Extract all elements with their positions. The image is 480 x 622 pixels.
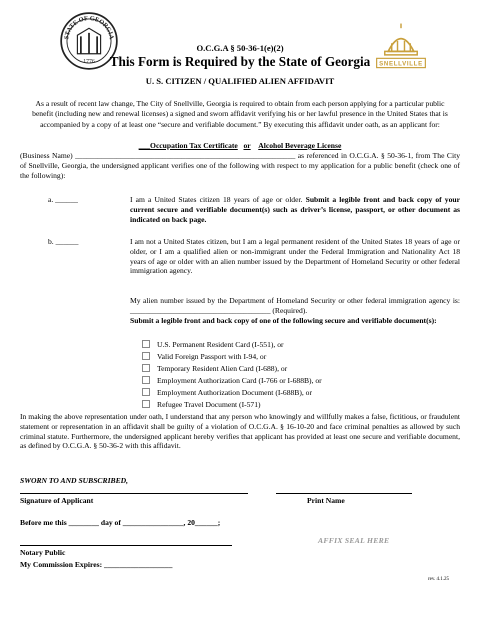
signature-label: Signature of Applicant (20, 496, 94, 505)
intro-paragraph: As a result of recent law change, The City of Snellville, Georgia is required to obtain from each person applying for a particular public benefit (including new and renewal licenses) a signed and sworn affidavit verifying his or her lawful presence in the United States that is accompanied by a copy of at least one “secure and verifiable document.” By executing this affidavit under oath, as an applicant for: (32, 99, 448, 129)
list-item[interactable]: Employment Authorization Card (I-766 or I-688B), or (142, 376, 322, 385)
print-name-label: Print Name (307, 496, 345, 505)
checkbox-icon[interactable] (142, 376, 150, 384)
list-item[interactable]: Employment Authorization Document (I-688B), or (142, 388, 322, 397)
occupation-tax-option[interactable]: Occupation Tax Certificate (150, 141, 238, 150)
or-text: or (243, 141, 251, 150)
option-a-statement: I am a United States citizen 18 years of age or older. (130, 195, 306, 204)
revision-label: rev. 4.1.25 (428, 577, 450, 582)
list-item[interactable]: U.S. Permanent Resident Card (I-551), or (142, 340, 322, 349)
notary-public-label: Notary Public (20, 548, 66, 557)
oath-paragraph: In making the above representation under oath, I understand that any person who knowingly and willfully makes a false, fictitious, or fraudulent statement or representation in an affidavit shall be guilty of a violation of O.C.G.A. § 16-10-20 and face criminal penalties as allowed by such criminal statute. Furthermore, the undersigned applicant hereby verifies that applicant has provided at least one secure and verifiable document, as defined by O.C.G.A. § 50-36-2 with this affidavit. (20, 412, 460, 451)
list-item[interactable]: Valid Foreign Passport with I-94, or (142, 352, 322, 361)
commission-expires-line[interactable]: My Commission Expires: __________________ (20, 560, 173, 569)
option-b-text: I am not a United States citizen, but I am a legal permanent resident of the United States 18 years of age or older, or I am a qualified alien or non-immigrant under the Federal Immigration and Nationality Act 18 years of age or older with an alien number issued by the Department of Homeland Security or other federal immigration agency. (130, 237, 460, 276)
option-b-instructions: Submit a legible front and back copy of one of the following secure and verifiable document(s): (130, 316, 437, 325)
alien-number-line[interactable]: My alien number issued by the Department of Homeland Security or other federal immigration agency is: _____________________________________ (Required). (130, 296, 460, 315)
checkbox-icon[interactable] (142, 352, 150, 360)
application-type-blank[interactable]: ___ (138, 141, 151, 150)
list-item[interactable]: Temporary Resident Alien Card (I-688), or (142, 364, 322, 373)
form-subtitle: U. S. CITIZEN / QUALIFIED ALIEN AFFIDAVIT (145, 76, 335, 86)
application-type-row (0, 141, 480, 150)
before-me-line[interactable]: Before me this ________ day of ________________, 20______; (20, 518, 221, 527)
svg-text:STATE OF GEORGIA: STATE OF GEORGIA (63, 15, 115, 40)
page-title: This Form is Required by the State of Georgia (109, 54, 371, 69)
option-a-text (130, 195, 460, 224)
option-a-instructions: Submit a legible front and back copy of your current secure and verifiable document(s) such as driver’s license, passport, or other document as indicated on back page. (130, 195, 460, 224)
statute-code: O.C.G.A § 50-36-1(e)(2) (196, 43, 284, 53)
checkbox-icon[interactable] (142, 340, 150, 348)
document-list (142, 340, 322, 412)
checkbox-icon[interactable] (142, 364, 150, 372)
affix-seal-label: AFFIX SEAL HERE (318, 536, 390, 545)
list-item[interactable]: Refugee Travel Document (I-571) (142, 400, 322, 409)
notary-signature-line[interactable] (20, 545, 232, 546)
sworn-heading: SWORN TO AND SUBSCRIBED, (20, 476, 129, 485)
svg-text:1776: 1776 (83, 59, 95, 66)
option-b-checkbox[interactable]: b. ______ (48, 237, 79, 246)
signature-line[interactable] (20, 493, 248, 494)
svg-text:SNELLVILLE: SNELLVILLE (379, 60, 423, 68)
print-name-line[interactable] (276, 493, 412, 494)
checkbox-icon[interactable] (142, 388, 150, 396)
option-a-checkbox[interactable]: a. ______ (48, 195, 78, 204)
alcohol-license-option[interactable]: Alcohol Beverage License (258, 141, 342, 150)
checkbox-icon[interactable] (142, 400, 150, 408)
business-name-paragraph: (Business Name) __________________________________________________________ as referenced in O.C.G.A. § 50-36-1, from The City of Snellville, Georgia, the undersigned applicant verifies one of the following with respect to my application for a public benefit (check one of the following): (20, 151, 460, 180)
